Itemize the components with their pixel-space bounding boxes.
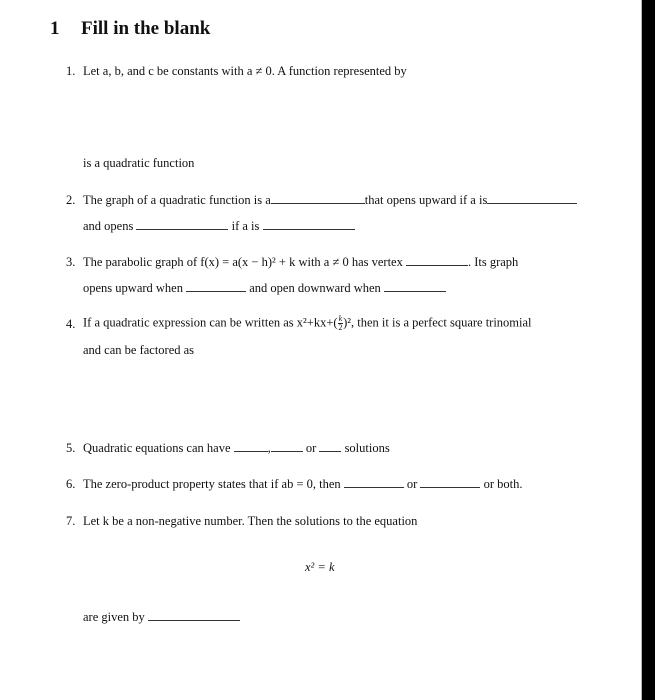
item-5-number: 5.	[66, 441, 76, 455]
item-2-line2	[83, 219, 355, 234]
item-6-line1	[83, 477, 522, 492]
answer-blank[interactable]	[186, 281, 246, 292]
answer-blank[interactable]	[420, 477, 480, 488]
item-3-number: 3.	[66, 255, 76, 269]
answer-blank[interactable]	[344, 477, 404, 488]
answer-blank[interactable]	[271, 441, 303, 452]
item-3-line1	[83, 255, 518, 270]
item-3-text-d: and open downward when	[249, 281, 381, 295]
item-6-text-b: or both.	[483, 477, 523, 491]
item-4-text-a: If a quadratic expression can be written as x²+kx+(	[83, 315, 338, 330]
item-2-number: 2.	[66, 193, 76, 207]
section-title: Fill in the blank	[81, 18, 211, 39]
or-text: or	[406, 477, 418, 491]
answer-blank[interactable]	[319, 441, 341, 452]
item-1-text-cont: is a quadratic function	[83, 156, 195, 170]
answer-blank[interactable]	[406, 255, 468, 266]
section-heading	[50, 18, 210, 40]
item-4-text-b: )², then it is a perfect square trinomial	[343, 315, 532, 330]
item-2-line1	[83, 193, 577, 208]
item-1-text: Let a, b, and c be constants with a ≠ 0. A function represented by	[83, 64, 407, 78]
answer-blank[interactable]	[487, 193, 577, 204]
item-2-text-a: The graph of a quadratic function is a	[83, 193, 271, 207]
item-7-number: 7.	[66, 514, 76, 528]
item-3-line2	[83, 281, 446, 296]
fraction-denominator: 2	[338, 323, 343, 332]
answer-blank[interactable]	[148, 610, 240, 621]
fraction-numerator: k	[338, 314, 343, 323]
item-5-line1	[83, 441, 390, 456]
item-7-text-b: are given by	[83, 610, 145, 624]
item-5-text-b: solutions	[344, 441, 390, 455]
item-3-text-c: opens upward when	[83, 281, 183, 295]
item-3-text-a: The parabolic graph of f(x) = a(x − h)² + k with a ≠ 0 has vertex	[83, 255, 403, 269]
answer-blank[interactable]	[384, 281, 446, 292]
answer-blank[interactable]	[234, 441, 268, 452]
item-7-text: Let k be a non-negative number. Then the solutions to the equation	[83, 514, 418, 528]
comma: ,	[267, 441, 271, 455]
item-6-text-a: The zero-product property states that if ab = 0, then	[83, 477, 341, 491]
answer-blank[interactable]	[263, 219, 355, 230]
section-number: 1	[50, 18, 60, 39]
item-2-text-c: and opens	[83, 219, 134, 233]
item-2-text-d: if a is	[231, 219, 260, 233]
equation-x-squared-equals-k: x² = k	[305, 560, 335, 574]
item-7-line2	[83, 610, 240, 625]
or-text: or	[305, 441, 317, 455]
item-1-number: 1.	[66, 64, 76, 78]
item-3-text-b: . Its graph	[467, 255, 519, 269]
item-4-number: 4.	[66, 317, 76, 331]
item-2-text-b: that opens upward if a is	[364, 193, 488, 207]
item-5-text-a: Quadratic equations can have	[83, 441, 231, 455]
item-4-text-cont: and can be factored as	[83, 343, 195, 357]
answer-blank[interactable]	[136, 219, 228, 230]
item-4-line1	[83, 315, 532, 332]
item-6-number: 6.	[66, 477, 76, 491]
answer-blank[interactable]	[271, 193, 365, 204]
